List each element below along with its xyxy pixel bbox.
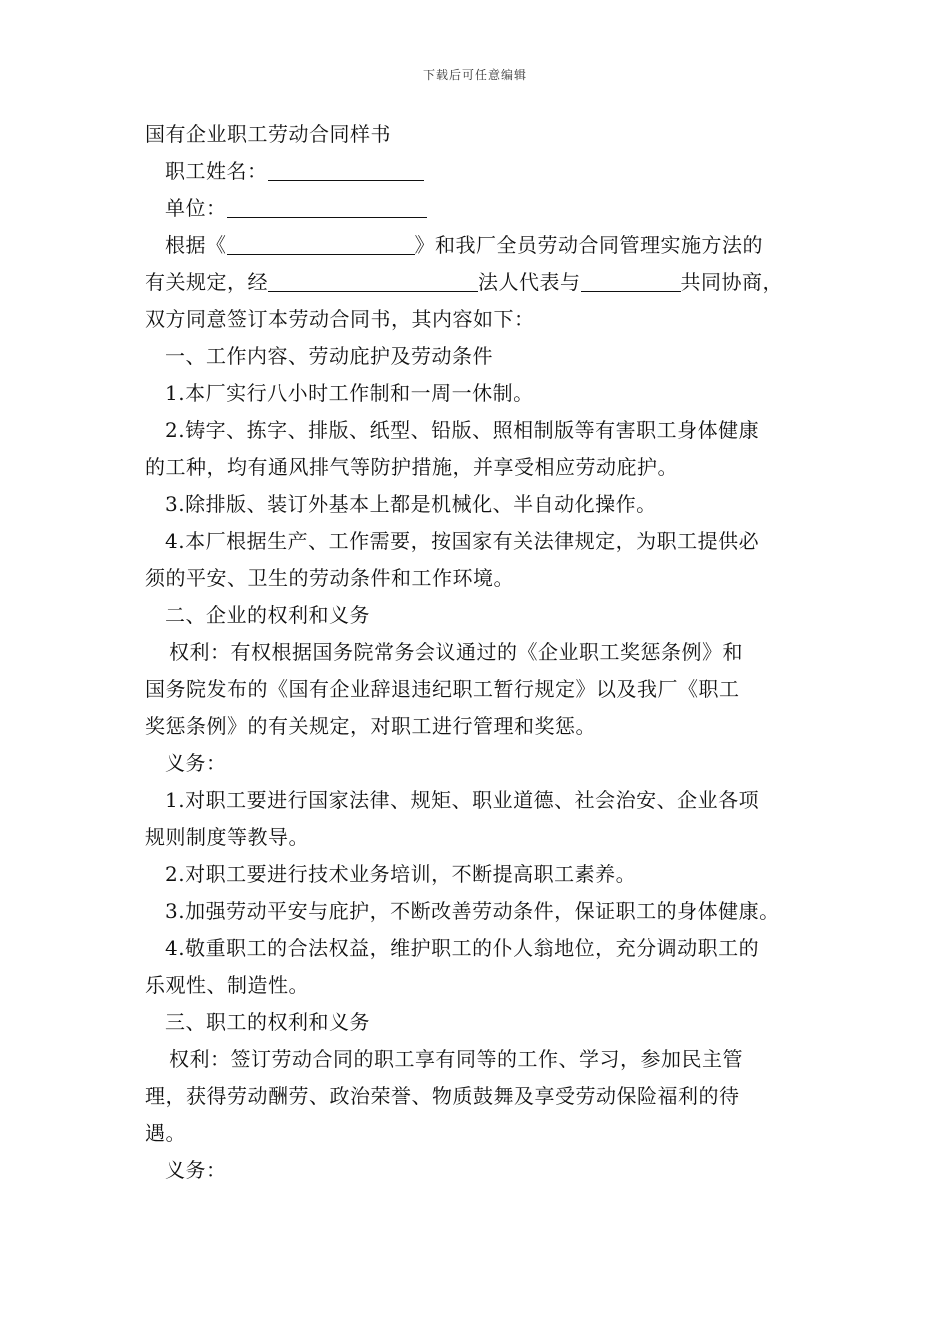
intro-line-1: 根据《 》和我厂全员劳动合同管理实施方法的 bbox=[165, 233, 763, 257]
section-1-heading: 一、工作内容、劳动庇护及劳动条件 bbox=[165, 344, 493, 368]
intro-line-3: 双方同意签订本劳动合同书，其内容如下： bbox=[145, 307, 535, 331]
s1-item-4a: 4.本厂根据生产、工作需要，按国家有关法律规定，为职工提供必 bbox=[165, 529, 760, 553]
document-body bbox=[145, 116, 825, 1189]
unit-blank[interactable] bbox=[227, 195, 427, 218]
s1-item-1: 1.本厂实行八小时工作制和一周一休制。 bbox=[165, 381, 534, 405]
s2-duty-2: 2.对职工要进行技术业务培训，不断提高职工素养。 bbox=[165, 862, 637, 886]
s2-rights-a: 权利：有权根据国务院常务会议通过的《企业职工奖惩条例》和 bbox=[169, 640, 743, 664]
section-2-heading: 二、企业的权利和义务 bbox=[165, 603, 370, 627]
s3-rights-b: 理，获得劳动酬劳、政治荣誉、物质鼓舞及享受劳动保险福利的待 bbox=[145, 1084, 740, 1108]
name-label: 职工姓名： bbox=[165, 159, 268, 183]
s3-duty-label: 义务： bbox=[165, 1158, 227, 1182]
s2-duty-4b: 乐观性、制造性。 bbox=[145, 973, 309, 997]
name-field-row bbox=[145, 153, 825, 190]
organization-blank[interactable] bbox=[268, 269, 478, 292]
s1-item-4b: 须的平安、卫生的劳动条件和工作环境。 bbox=[145, 566, 514, 590]
unit-label: 单位： bbox=[165, 196, 227, 220]
s1-item-2b: 的工种，均有通风排气等防护措施，并享受相应劳动庇护。 bbox=[145, 455, 678, 479]
s3-rights-c: 遇。 bbox=[145, 1121, 186, 1145]
s2-duty-1a: 1.对职工要进行国家法律、规矩、职业道德、社会治安、企业各项 bbox=[165, 788, 760, 812]
unit-field-row bbox=[145, 190, 825, 227]
intro-line-2: 有关规定，经 法人代表与 共同协商， bbox=[145, 270, 783, 294]
s2-rights-c: 奖惩条例》的有关规定，对职工进行管理和奖惩。 bbox=[145, 714, 596, 738]
section-3-heading: 三、职工的权利和义务 bbox=[165, 1010, 370, 1034]
name-blank[interactable] bbox=[268, 158, 424, 181]
s1-item-2a: 2.铸字、拣字、排版、纸型、铅版、照相制版等有害职工身体健康 bbox=[165, 418, 760, 442]
s2-duty-4a: 4.敬重职工的合法权益，维护职工的仆人翁地位，充分调动职工的 bbox=[165, 936, 760, 960]
document-title: 国有企业职工劳动合同样书 bbox=[145, 122, 391, 146]
s2-duty-label: 义务： bbox=[165, 751, 227, 775]
s2-rights-b: 国务院发布的《国有企业辞退违纪职工暂行规定》以及我厂《职工 bbox=[145, 677, 740, 701]
s3-rights-a: 权利：签订劳动合同的职工享有同等的工作、学习，参加民主管 bbox=[169, 1047, 743, 1071]
page-header: 下载后可任意编辑 bbox=[422, 68, 527, 82]
s2-duty-1b: 规则制度等教导。 bbox=[145, 825, 309, 849]
s2-duty-3: 3.加强劳动平安与庇护，不断改善劳动条件，保证职工的身体健康。 bbox=[165, 899, 780, 923]
regulation-blank[interactable] bbox=[227, 232, 415, 255]
employee-blank[interactable] bbox=[581, 269, 681, 292]
s1-item-3: 3.除排版、装订外基本上都是机械化、半自动化操作。 bbox=[165, 492, 657, 516]
